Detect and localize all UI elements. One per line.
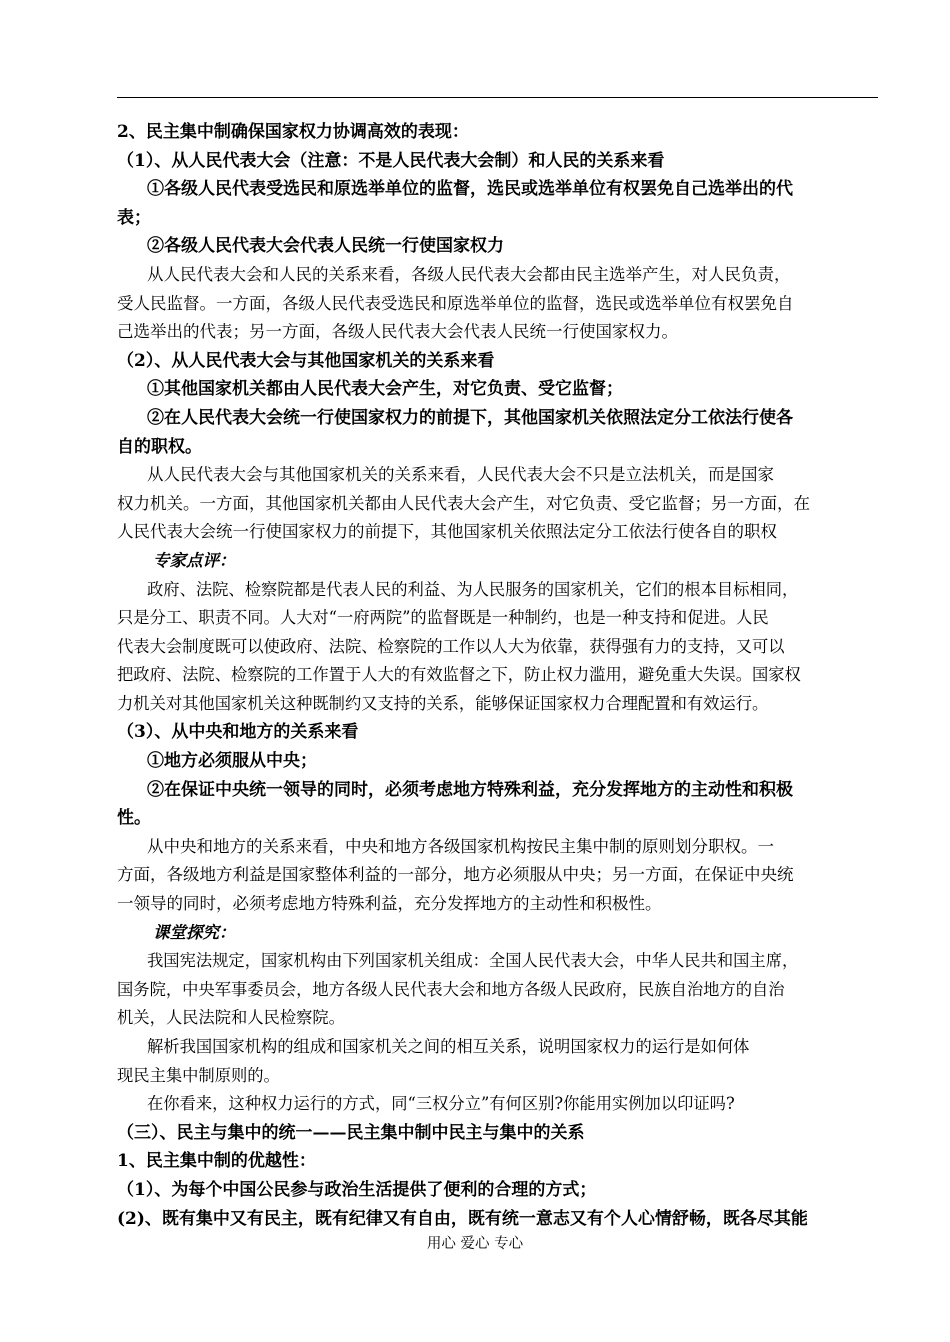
text-line: 权力机关。一方面，其他国家机关都由人民代表大会产生，对它负责、受它监督；另一方面，在 bbox=[117, 493, 810, 513]
text-line: ②各级人民代表大会代表人民统一行使国家权力 bbox=[147, 236, 504, 257]
text-line: 在你看来，这种权力运行的方式，同“三权分立”有何区别?你能用实例加以印证吗? bbox=[147, 1094, 735, 1114]
text-line: 把政府、法院、检察院的工作置于人大的有效监督之下，防止权力滥用，避免重大失误。国家权 bbox=[117, 665, 801, 685]
text-line: 代表大会制度既可以使政府、法院、检察院的工作以人大为依靠，获得强有力的支持，又可以 bbox=[117, 636, 785, 656]
text-line: 解析我国国家机构的组成和国家机关之间的相互关系，说明国家权力的运行是如何体 bbox=[147, 1037, 750, 1056]
text-line: （1）、从人民代表大会（注意：不是人民代表大会制）和人民的关系来看 bbox=[117, 150, 665, 171]
text-line: 从人民代表大会与其他国家机关的关系来看，人民代表大会不只是立法机关，而是国家 bbox=[147, 465, 774, 485]
text-line: 课堂探究： bbox=[153, 922, 236, 942]
text-line: 力机关对其他国家机关这种既制约又支持的关系，能够保证国家权力合理配置和有效运行。 bbox=[117, 693, 769, 713]
text-line: 我国宪法规定，国家机构由下列国家机关组成：全国人民代表大会，中华人民共和国主席， bbox=[147, 951, 799, 971]
document-body bbox=[117, 118, 879, 1233]
text-line: （三）、民主与集中的统一——民主集中制中民主与集中的关系 bbox=[117, 1122, 585, 1143]
page-footer: 用心 爱心 专心 bbox=[426, 1236, 524, 1252]
text-line: (2)、既有集中又有民主，既有纪律又有自由，既有统一意志又有个人心情舒畅，既各尽其能 bbox=[117, 1208, 808, 1229]
text-line: ①各级人民代表受选民和原选举单位的监督，选民或选举单位有权罢免自己选举出的代 bbox=[147, 179, 793, 200]
text-line: 专家点评： bbox=[153, 550, 236, 570]
text-line: 受人民监督。一方面，各级人民代表受选民和原选举单位的监督，选民或选举单位有权罢免自 bbox=[117, 293, 794, 313]
text-line: 自的职权。 bbox=[117, 436, 202, 457]
text-line: 机关，人民法院和人民检察院。 bbox=[117, 1008, 345, 1028]
text-line: 现民主集中制原则的。 bbox=[117, 1065, 280, 1085]
text-line: （3）、从中央和地方的关系来看 bbox=[117, 722, 359, 743]
text-line: 己选举出的代表；另一方面，各级人民代表大会代表人民统一行使国家权力。 bbox=[117, 322, 678, 342]
text-line: 从人民代表大会和人民的关系来看，各级人民代表大会都由民主选举产生，对人民负责， bbox=[147, 264, 791, 284]
text-line: （1）、为每个中国公民参与政治生活提供了便利的合理的方式； bbox=[117, 1179, 597, 1200]
text-line: 方面，各级地方利益是国家整体利益的一部分，地方必须服从中央；另一方面，在保证中央统 bbox=[117, 865, 794, 885]
text-line: ②在保证中央统一领导的同时，必须考虑地方特殊利益，充分发挥地方的主动性和积极 bbox=[147, 779, 793, 800]
text-line: 政府、法院、检察院都是代表人民的利益、为人民服务的国家机关，它们的根本目标相同， bbox=[147, 579, 799, 599]
text-line: 表； bbox=[117, 207, 151, 228]
text-line: 1、民主集中制的优越性： bbox=[117, 1151, 316, 1172]
text-line: 性。 bbox=[117, 808, 151, 829]
text-line: 2、民主集中制确保国家权力协调高效的表现： bbox=[117, 122, 469, 142]
text-line: ①其他国家机关都由人民代表大会产生，对它负责、受它监督； bbox=[147, 379, 623, 400]
text-line: ①地方必须服从中央； bbox=[147, 751, 317, 772]
text-line: （2）、从人民代表大会与其他国家机关的关系来看 bbox=[117, 350, 495, 371]
text-line: 一领导的同时，必须考虑地方特殊利益，充分发挥地方的主动性和积极性。 bbox=[117, 894, 662, 914]
header-rule bbox=[117, 97, 878, 98]
text-line: ②在人民代表大会统一行使国家权力的前提下，其他国家机关依照法定分工依法行使各 bbox=[147, 407, 793, 428]
text-line: 只是分工、职责不同。人大对“一府两院”的监督既是一种制约，也是一种支持和促进。人民 bbox=[117, 608, 769, 628]
text-line: 从中央和地方的关系来看，中央和地方各级国家机构按民主集中制的原则划分职权。一 bbox=[147, 836, 774, 856]
text-line: 国务院，中央军事委员会，地方各级人民代表大会和地方各级人民政府，民族自治地方的自治 bbox=[117, 979, 785, 999]
text-line: 人民代表大会统一行使国家权力的前提下，其他国家机关依照法定分工依法行使各自的职权 bbox=[117, 522, 777, 542]
